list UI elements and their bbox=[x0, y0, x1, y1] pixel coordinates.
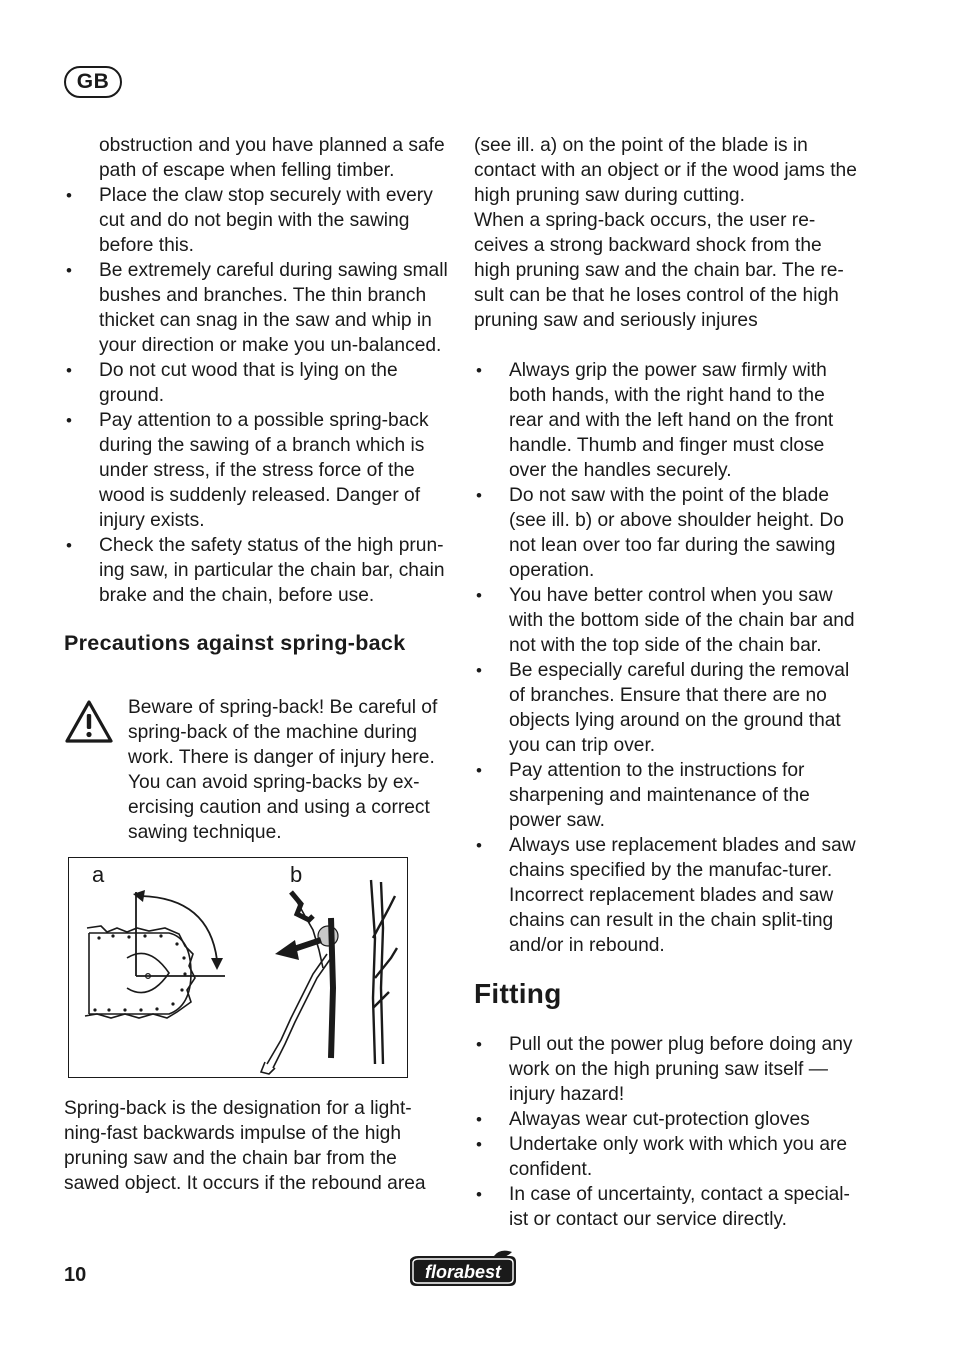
list-item: • Check the safety status of the high prun-ing saw, in particular the chain bar, chain brake and the chain, before use. bbox=[64, 533, 449, 608]
figure-label-b: b bbox=[290, 862, 303, 887]
list-item: • Always grip the power saw firmly with both hands, with the right hand to the rear and with the left hand on the front handle. Thumb and finger must close over the handles securely. bbox=[474, 358, 862, 483]
list-item: • Place the claw stop securely with every cut and do not begin with the sawing before this. bbox=[64, 183, 449, 258]
spring-back-illustration bbox=[68, 857, 408, 1078]
list-item: • Always use replacement blades and saw chains specified by the manufac-turer. Incorrect replacement blades and saw chains can result in the chain split-ting and/or in rebound. bbox=[474, 833, 862, 958]
language-badge: GB bbox=[64, 66, 122, 98]
spring-back-consequence-text: When a spring-back occurs, the user re-ceives a strong backward shock from the high pruning saw and the chain bar. The re-sult can be that he loses control of the high pruning saw and seriously injures bbox=[474, 210, 844, 331]
list-item: • Alwayas wear cut-protection gloves bbox=[474, 1107, 862, 1132]
page-number: 10 bbox=[64, 1264, 87, 1286]
warning-text: Beware of spring-back! Be careful of spring-back of the machine during work. There is danger of injury here. You can avoid spring-backs by ex-ercising caution and using a correct sawing technique. bbox=[128, 697, 438, 843]
warning-block bbox=[64, 695, 449, 845]
list-item: • Pay attention to a possible spring-back during the sawing of a branch which is under stress, if the stress force of the wood is suddenly released. Danger of injury exists. bbox=[64, 408, 449, 533]
left-column bbox=[64, 133, 449, 1196]
illustration-drawing bbox=[69, 858, 407, 1077]
spring-back-definition: Spring-back is the designation for a light-ning-fast backwards impulse of the high pruning saw and the chain bar from the sawed object. It occurs if the rebound area bbox=[64, 1098, 426, 1194]
right-bullet-list bbox=[474, 358, 862, 958]
fitting-bullet-list bbox=[474, 1032, 862, 1232]
section-heading-spring-back: Precautions against spring-back bbox=[64, 631, 406, 655]
list-item: • Do not saw with the point of the blade (see ill. b) or above shoulder height. Do not lean over too far during the sawing operation. bbox=[474, 483, 862, 583]
right-column bbox=[474, 133, 862, 1232]
list-item: • Pull out the power plug before doing any work on the high pruning saw itself — injury hazard! bbox=[474, 1032, 862, 1107]
warning-triangle-icon bbox=[64, 699, 114, 744]
continuation-text: obstruction and you have planned a safe path of escape when felling timber. bbox=[99, 135, 445, 181]
florabest-logo bbox=[406, 1250, 520, 1290]
rebound-area-text: (see ill. a) on the point of the blade is in contact with an object or if the wood jams the high pruning saw during cutting. bbox=[474, 135, 857, 206]
list-item: • Do not cut wood that is lying on the ground. bbox=[64, 358, 449, 408]
list-item: • Undertake only work with which you are confident. bbox=[474, 1132, 862, 1182]
left-bullet-list bbox=[64, 183, 449, 608]
list-item: • In case of uncertainty, contact a special-ist or contact our service directly. bbox=[474, 1182, 862, 1232]
list-item: • You have better control when you saw with the bottom side of the chain bar and not with the top side of the chain bar. bbox=[474, 583, 862, 658]
section-heading-fitting: Fitting bbox=[474, 978, 562, 1009]
figure-label-a: a bbox=[92, 862, 105, 887]
list-item: • Be extremely careful during sawing small bushes and branches. The thin branch thicket can snag in the saw and whip in your direction or make you un-balanced. bbox=[64, 258, 449, 358]
list-item: • Be especially careful during the removal of branches. Ensure that there are no objects lying around on the ground that you can trip over. bbox=[474, 658, 862, 758]
list-item: • Pay attention to the instructions for sharpening and maintenance of the power saw. bbox=[474, 758, 862, 833]
brand-text: florabest bbox=[424, 1262, 502, 1282]
